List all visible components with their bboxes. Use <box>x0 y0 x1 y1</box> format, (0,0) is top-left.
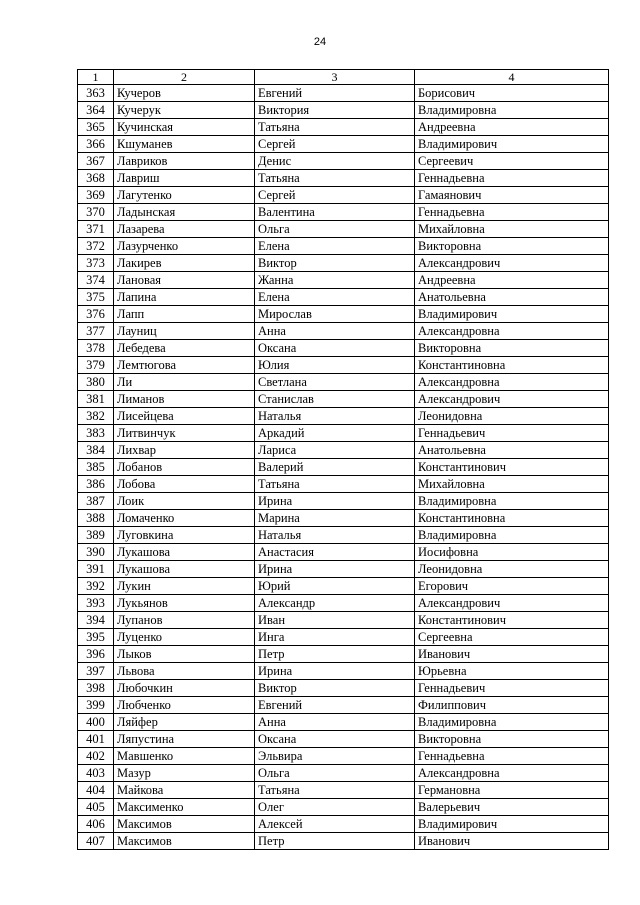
roster-table <box>77 69 609 850</box>
table-header <box>78 70 609 85</box>
first-name-cell: Лариса <box>255 442 415 459</box>
first-name-cell: Валерий <box>255 459 415 476</box>
patronymic-cell: Валерьевич <box>415 799 609 816</box>
surname-cell: Лемтюгова <box>114 357 255 374</box>
table-row <box>78 221 609 238</box>
patronymic-cell: Александровна <box>415 765 609 782</box>
row-number: 376 <box>78 306 114 323</box>
row-number: 379 <box>78 357 114 374</box>
header-row <box>78 70 609 85</box>
patronymic-cell: Леонидовна <box>415 561 609 578</box>
row-number: 399 <box>78 697 114 714</box>
row-number: 395 <box>78 629 114 646</box>
surname-cell: Ляпустина <box>114 731 255 748</box>
table-row <box>78 527 609 544</box>
first-name-cell: Ирина <box>255 663 415 680</box>
surname-cell: Майкова <box>114 782 255 799</box>
surname-cell: Лавриш <box>114 170 255 187</box>
first-name-cell: Евгений <box>255 85 415 102</box>
row-number: 381 <box>78 391 114 408</box>
row-number: 384 <box>78 442 114 459</box>
patronymic-cell: Андреевна <box>415 119 609 136</box>
surname-cell: Литвинчук <box>114 425 255 442</box>
table-row <box>78 323 609 340</box>
patronymic-cell: Геннадьевна <box>415 170 609 187</box>
patronymic-cell: Константинович <box>415 459 609 476</box>
first-name-cell: Валентина <box>255 204 415 221</box>
page-number: 24 <box>313 36 327 48</box>
table-row <box>78 476 609 493</box>
first-name-cell: Виктория <box>255 102 415 119</box>
surname-cell: Львова <box>114 663 255 680</box>
row-number: 389 <box>78 527 114 544</box>
first-name-cell: Денис <box>255 153 415 170</box>
first-name-cell: Олег <box>255 799 415 816</box>
first-name-cell: Ирина <box>255 493 415 510</box>
table-row <box>78 782 609 799</box>
patronymic-cell: Константиновна <box>415 357 609 374</box>
row-number: 383 <box>78 425 114 442</box>
patronymic-cell: Анатольевна <box>415 289 609 306</box>
table-row <box>78 544 609 561</box>
row-number: 397 <box>78 663 114 680</box>
row-number: 372 <box>78 238 114 255</box>
surname-cell: Ляйфер <box>114 714 255 731</box>
row-number: 388 <box>78 510 114 527</box>
table-row <box>78 646 609 663</box>
table-row <box>78 663 609 680</box>
table-row <box>78 374 609 391</box>
first-name-cell: Ольга <box>255 765 415 782</box>
surname-cell: Лобанов <box>114 459 255 476</box>
surname-cell: Лыков <box>114 646 255 663</box>
row-number: 378 <box>78 340 114 357</box>
first-name-cell: Сергей <box>255 136 415 153</box>
first-name-cell: Татьяна <box>255 119 415 136</box>
surname-cell: Любченко <box>114 697 255 714</box>
table-row <box>78 714 609 731</box>
surname-cell: Лукин <box>114 578 255 595</box>
patronymic-cell: Михайловна <box>415 476 609 493</box>
first-name-cell: Оксана <box>255 340 415 357</box>
surname-cell: Лапина <box>114 289 255 306</box>
table-row <box>78 119 609 136</box>
row-number: 402 <box>78 748 114 765</box>
table-row <box>78 170 609 187</box>
patronymic-cell: Владимировна <box>415 493 609 510</box>
surname-cell: Лагутенко <box>114 187 255 204</box>
first-name-cell: Эльвира <box>255 748 415 765</box>
table-row <box>78 340 609 357</box>
surname-cell: Лапп <box>114 306 255 323</box>
first-name-cell: Инга <box>255 629 415 646</box>
column-header-first-name: 3 <box>255 70 415 85</box>
surname-cell: Лебедева <box>114 340 255 357</box>
surname-cell: Лукьянов <box>114 595 255 612</box>
row-number: 366 <box>78 136 114 153</box>
table-row <box>78 765 609 782</box>
first-name-cell: Елена <box>255 238 415 255</box>
surname-cell: Ладынская <box>114 204 255 221</box>
patronymic-cell: Анатольевна <box>415 442 609 459</box>
table-body <box>78 85 609 850</box>
first-name-cell: Ирина <box>255 561 415 578</box>
surname-cell: Лакирев <box>114 255 255 272</box>
patronymic-cell: Александровна <box>415 323 609 340</box>
first-name-cell: Александр <box>255 595 415 612</box>
row-number: 367 <box>78 153 114 170</box>
table-row <box>78 799 609 816</box>
patronymic-cell: Сергеевна <box>415 629 609 646</box>
first-name-cell: Алексей <box>255 816 415 833</box>
surname-cell: Лобова <box>114 476 255 493</box>
table-row <box>78 697 609 714</box>
table-row <box>78 187 609 204</box>
table-row <box>78 595 609 612</box>
surname-cell: Лановая <box>114 272 255 289</box>
row-number: 391 <box>78 561 114 578</box>
table-row <box>78 408 609 425</box>
surname-cell: Лиманов <box>114 391 255 408</box>
patronymic-cell: Владимирович <box>415 816 609 833</box>
patronymic-cell: Владимировна <box>415 527 609 544</box>
row-number: 396 <box>78 646 114 663</box>
row-number: 394 <box>78 612 114 629</box>
first-name-cell: Марина <box>255 510 415 527</box>
patronymic-cell: Михайловна <box>415 221 609 238</box>
patronymic-cell: Константинович <box>415 612 609 629</box>
table-row <box>78 85 609 102</box>
surname-cell: Кучерук <box>114 102 255 119</box>
table-row <box>78 136 609 153</box>
patronymic-cell: Викторовна <box>415 340 609 357</box>
first-name-cell: Станислав <box>255 391 415 408</box>
table-row <box>78 748 609 765</box>
table-row <box>78 561 609 578</box>
row-number: 407 <box>78 833 114 850</box>
surname-cell: Кучеров <box>114 85 255 102</box>
patronymic-cell: Иванович <box>415 833 609 850</box>
table-row <box>78 612 609 629</box>
first-name-cell: Иван <box>255 612 415 629</box>
row-number: 385 <box>78 459 114 476</box>
surname-cell: Луценко <box>114 629 255 646</box>
patronymic-cell: Викторовна <box>415 238 609 255</box>
row-number: 406 <box>78 816 114 833</box>
first-name-cell: Петр <box>255 646 415 663</box>
table-row <box>78 510 609 527</box>
row-number: 377 <box>78 323 114 340</box>
table-row <box>78 442 609 459</box>
table-row <box>78 357 609 374</box>
row-number: 403 <box>78 765 114 782</box>
patronymic-cell: Владимирович <box>415 136 609 153</box>
table-row <box>78 459 609 476</box>
row-number: 382 <box>78 408 114 425</box>
first-name-cell: Анна <box>255 714 415 731</box>
table-row <box>78 629 609 646</box>
patronymic-cell: Викторовна <box>415 731 609 748</box>
first-name-cell: Татьяна <box>255 782 415 799</box>
column-header-patronymic: 4 <box>415 70 609 85</box>
surname-cell: Луговкина <box>114 527 255 544</box>
table-row <box>78 833 609 850</box>
row-number: 390 <box>78 544 114 561</box>
row-number: 393 <box>78 595 114 612</box>
patronymic-cell: Андреевна <box>415 272 609 289</box>
surname-cell: Ли <box>114 374 255 391</box>
patronymic-cell: Германовна <box>415 782 609 799</box>
surname-cell: Мавшенко <box>114 748 255 765</box>
patronymic-cell: Геннадьевна <box>415 748 609 765</box>
first-name-cell: Анастасия <box>255 544 415 561</box>
first-name-cell: Петр <box>255 833 415 850</box>
patronymic-cell: Геннадьевич <box>415 425 609 442</box>
table-row <box>78 578 609 595</box>
first-name-cell: Аркадий <box>255 425 415 442</box>
surname-cell: Лоик <box>114 493 255 510</box>
surname-cell: Лавриков <box>114 153 255 170</box>
first-name-cell: Виктор <box>255 680 415 697</box>
table-row <box>78 289 609 306</box>
patronymic-cell: Александрович <box>415 391 609 408</box>
row-number: 400 <box>78 714 114 731</box>
row-number: 386 <box>78 476 114 493</box>
table-row <box>78 391 609 408</box>
table-row <box>78 102 609 119</box>
column-header-number: 1 <box>78 70 114 85</box>
patronymic-cell: Константиновна <box>415 510 609 527</box>
surname-cell: Кшуманев <box>114 136 255 153</box>
row-number: 401 <box>78 731 114 748</box>
row-number: 364 <box>78 102 114 119</box>
table-row <box>78 816 609 833</box>
patronymic-cell: Филиппович <box>415 697 609 714</box>
table-row <box>78 153 609 170</box>
first-name-cell: Анна <box>255 323 415 340</box>
patronymic-cell: Борисович <box>415 85 609 102</box>
table-row <box>78 306 609 323</box>
surname-cell: Максименко <box>114 799 255 816</box>
table-row <box>78 425 609 442</box>
surname-cell: Лупанов <box>114 612 255 629</box>
row-number: 363 <box>78 85 114 102</box>
patronymic-cell: Геннадьевна <box>415 204 609 221</box>
first-name-cell: Юрий <box>255 578 415 595</box>
row-number: 380 <box>78 374 114 391</box>
surname-cell: Лауниц <box>114 323 255 340</box>
first-name-cell: Мирослав <box>255 306 415 323</box>
row-number: 371 <box>78 221 114 238</box>
surname-cell: Лихвар <box>114 442 255 459</box>
table-row <box>78 204 609 221</box>
surname-cell: Ломаченко <box>114 510 255 527</box>
first-name-cell: Ольга <box>255 221 415 238</box>
surname-cell: Лисейцева <box>114 408 255 425</box>
first-name-cell: Юлия <box>255 357 415 374</box>
row-number: 387 <box>78 493 114 510</box>
surname-cell: Максимов <box>114 816 255 833</box>
row-number: 369 <box>78 187 114 204</box>
row-number: 373 <box>78 255 114 272</box>
patronymic-cell: Сергеевич <box>415 153 609 170</box>
patronymic-cell: Александровна <box>415 374 609 391</box>
first-name-cell: Татьяна <box>255 476 415 493</box>
patronymic-cell: Гамаянович <box>415 187 609 204</box>
first-name-cell: Сергей <box>255 187 415 204</box>
surname-cell: Лукашова <box>114 544 255 561</box>
first-name-cell: Наталья <box>255 527 415 544</box>
first-name-cell: Татьяна <box>255 170 415 187</box>
row-number: 405 <box>78 799 114 816</box>
patronymic-cell: Александрович <box>415 255 609 272</box>
column-header-surname: 2 <box>114 70 255 85</box>
row-number: 404 <box>78 782 114 799</box>
row-number: 368 <box>78 170 114 187</box>
patronymic-cell: Владимировна <box>415 102 609 119</box>
first-name-cell: Евгений <box>255 697 415 714</box>
row-number: 370 <box>78 204 114 221</box>
row-number: 398 <box>78 680 114 697</box>
surname-cell: Лазурченко <box>114 238 255 255</box>
first-name-cell: Виктор <box>255 255 415 272</box>
row-number: 375 <box>78 289 114 306</box>
table-row <box>78 272 609 289</box>
surname-cell: Кучинская <box>114 119 255 136</box>
row-number: 374 <box>78 272 114 289</box>
patronymic-cell: Леонидовна <box>415 408 609 425</box>
first-name-cell: Жанна <box>255 272 415 289</box>
first-name-cell: Оксана <box>255 731 415 748</box>
surname-cell: Максимов <box>114 833 255 850</box>
table-row <box>78 680 609 697</box>
first-name-cell: Елена <box>255 289 415 306</box>
surname-cell: Мазур <box>114 765 255 782</box>
surname-cell: Лукашова <box>114 561 255 578</box>
patronymic-cell: Иосифовна <box>415 544 609 561</box>
patronymic-cell: Александрович <box>415 595 609 612</box>
patronymic-cell: Иванович <box>415 646 609 663</box>
patronymic-cell: Владимирович <box>415 306 609 323</box>
table-row <box>78 731 609 748</box>
table-row <box>78 493 609 510</box>
surname-cell: Лазарева <box>114 221 255 238</box>
patronymic-cell: Владимировна <box>415 714 609 731</box>
first-name-cell: Светлана <box>255 374 415 391</box>
table-row <box>78 255 609 272</box>
table-row <box>78 238 609 255</box>
row-number: 365 <box>78 119 114 136</box>
first-name-cell: Наталья <box>255 408 415 425</box>
patronymic-cell: Юрьевна <box>415 663 609 680</box>
patronymic-cell: Геннадьевич <box>415 680 609 697</box>
row-number: 392 <box>78 578 114 595</box>
surname-cell: Любочкин <box>114 680 255 697</box>
patronymic-cell: Егорович <box>415 578 609 595</box>
